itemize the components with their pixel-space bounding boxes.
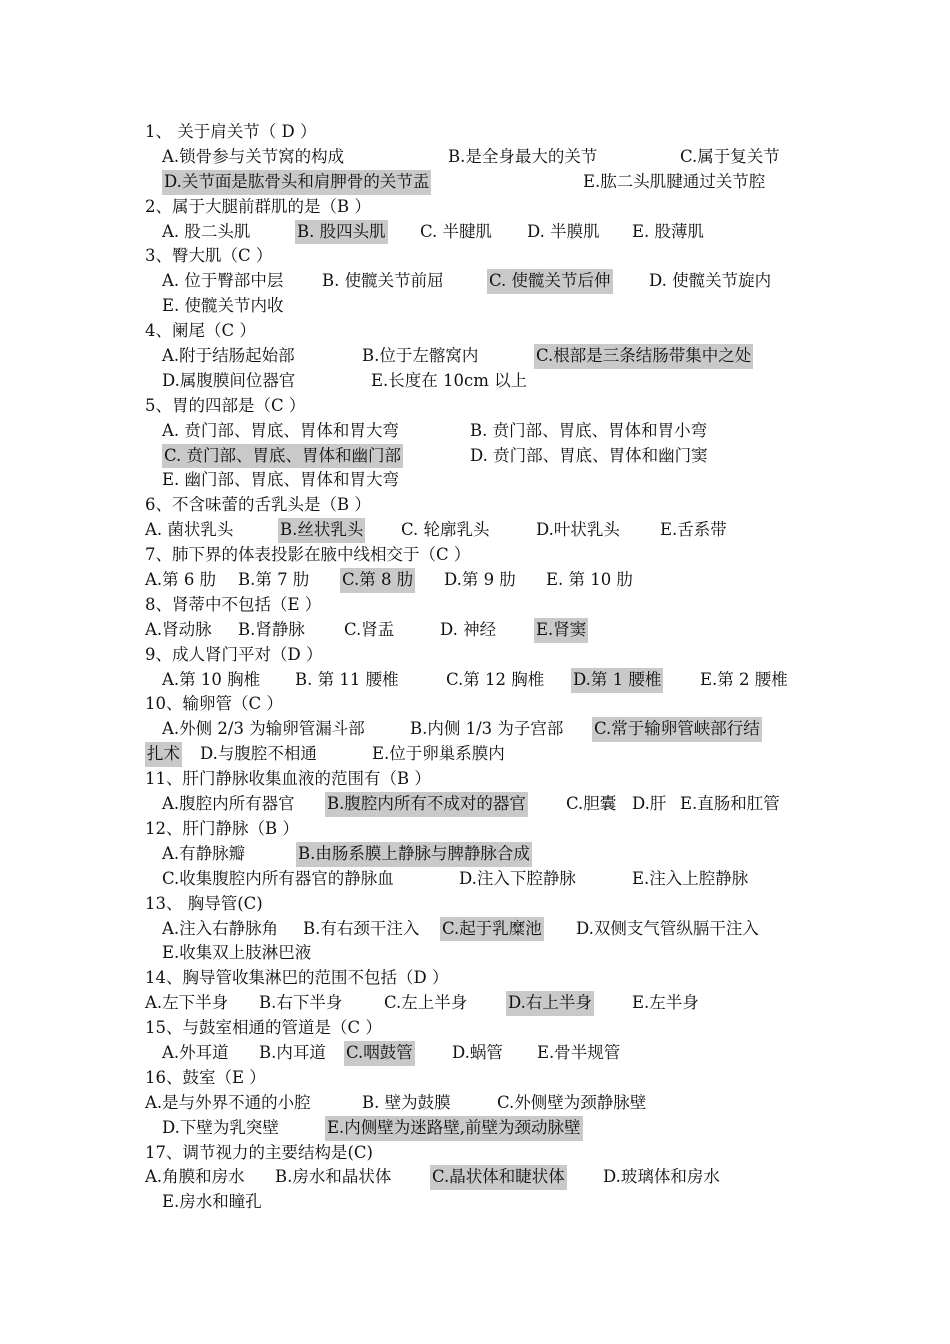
question-stem-line: [0, 692, 950, 717]
option-line: [0, 991, 950, 1016]
question-stem-line: [0, 1016, 950, 1041]
answer-option: B. 第 11 腰椎: [295, 669, 399, 689]
option-line: [0, 1116, 950, 1141]
highlighted-answer: D.第 1 腰椎: [571, 668, 663, 693]
question-text: 17、调节视力的主要结构是(C): [145, 1142, 373, 1162]
answer-option: D.第 9 肋: [444, 570, 516, 590]
answer-option: E.肱二头肌腱通过关节腔: [583, 171, 766, 191]
highlighted-answer: B.丝状乳头: [278, 518, 365, 543]
question-stem-line: [0, 319, 950, 344]
question-stem-line: [0, 394, 950, 419]
answer-option: B.有右颈干注入: [303, 918, 420, 938]
answer-option: E.舌系带: [660, 520, 727, 540]
question-stem-line: [0, 966, 950, 991]
answer-option: E. 幽门部、胃底、胃体和胃大弯: [162, 470, 400, 490]
answer-option: B.右下半身: [259, 993, 343, 1013]
answer-option: A.外耳道: [162, 1042, 229, 1062]
question-stem-line: [0, 195, 950, 220]
option-line: [0, 568, 950, 593]
answer-option: A.肾动脉: [145, 619, 212, 639]
answer-option: C.左上半身: [384, 993, 468, 1013]
highlighted-answer: B.腹腔内所有不成对的器官: [325, 792, 528, 817]
answer-option: C.收集腹腔内所有器官的静脉血: [162, 868, 394, 888]
question-stem-line: [0, 767, 950, 792]
answer-option: E. 第 10 肋: [546, 570, 634, 590]
answer-option: A.注入右静脉角: [162, 918, 279, 938]
highlighted-answer: C. 贲门部、胃底、胃体和幽门部: [162, 444, 403, 469]
highlighted-answer: C.第 8 肋: [340, 568, 415, 593]
answer-option: A. 贲门部、胃底、胃体和胃大弯: [162, 420, 399, 440]
option-line: [0, 842, 950, 867]
option-line: [0, 1190, 950, 1215]
option-line: [0, 1041, 950, 1066]
option-line: [0, 867, 950, 892]
option-line: [0, 618, 950, 643]
question-stem-line: [0, 493, 950, 518]
question-text: 2、属于大腿前群肌的是（B ）: [145, 196, 371, 216]
highlighted-answer: C. 使髋关节后伸: [487, 269, 613, 294]
question-text: 11、肝门静脉收集血液的范围有（B ）: [145, 769, 431, 789]
question-text: 7、肺下界的体表投影在腋中线相交于（C ）: [145, 545, 471, 565]
question-text: 15、与鼓室相通的管道是（C ）: [145, 1018, 382, 1038]
answer-option: A.锁骨参与关节窝的构成: [162, 146, 345, 166]
highlighted-answer: E.肾窦: [534, 618, 588, 643]
option-line: [0, 419, 950, 444]
answer-option: E.房水和瞳孔: [162, 1192, 262, 1212]
answer-option: E.左半身: [632, 993, 699, 1013]
option-line: [0, 917, 950, 942]
question-text: 5、胃的四部是（C ）: [145, 395, 306, 415]
question-text: 10、输卵管（C ）: [145, 694, 283, 714]
answer-option: D.蜗管: [452, 1042, 503, 1062]
question-text: 8、肾蒂中不包括（E ）: [145, 594, 322, 614]
answer-option: B.内侧 1/3 为子宫部: [410, 719, 564, 739]
answer-option: D.玻璃体和房水: [603, 1167, 720, 1187]
answer-option: E.长度在 10cm 以上: [371, 370, 528, 390]
answer-option: D.属腹膜间位器官: [162, 370, 296, 390]
highlighted-answer: D.右上半身: [506, 991, 594, 1016]
answer-option: E. 使髋关节内收: [162, 296, 284, 316]
question-stem-line: [0, 543, 950, 568]
answer-option: E.骨半规管: [537, 1042, 621, 1062]
question-text: 6、不含味蕾的舌乳头是（B ）: [145, 495, 371, 515]
answer-option: C.胆囊: [566, 794, 617, 814]
answer-option: D. 神经: [440, 619, 497, 639]
highlighted-answer: C.晶状体和睫状体: [430, 1165, 567, 1190]
answer-option: A.有静脉瓣: [162, 843, 246, 863]
answer-option: D.叶状乳头: [536, 520, 620, 540]
question-stem-line: [0, 817, 950, 842]
question-stem-line: [0, 244, 950, 269]
option-line: [0, 518, 950, 543]
answer-option: E. 股薄肌: [632, 221, 705, 241]
answer-option: A.角膜和房水: [145, 1167, 245, 1187]
answer-option: A.第 6 肋: [145, 570, 217, 590]
highlighted-answer: C.咽鼓管: [344, 1041, 415, 1066]
question-stem-line: [0, 892, 950, 917]
quiz-document: [0, 120, 950, 1215]
answer-option: E.位于卵巢系膜内: [372, 744, 505, 764]
highlighted-answer: D.关节面是肱骨头和肩胛骨的关节盂: [162, 170, 431, 195]
option-line: [0, 468, 950, 493]
answer-option: A.左下半身: [145, 993, 229, 1013]
answer-option: E.直肠和肛管: [680, 794, 780, 814]
answer-option: A.第 10 胸椎: [162, 669, 261, 689]
question-stem-line: [0, 1141, 950, 1166]
answer-option: B. 贲门部、胃底、胃体和胃小弯: [470, 420, 708, 440]
option-line: [0, 1091, 950, 1116]
option-line: [0, 145, 950, 170]
answer-option: C.第 12 胸椎: [446, 669, 545, 689]
option-line: [0, 170, 950, 195]
option-line: [0, 369, 950, 394]
answer-option: E.收集双上肢淋巴液: [162, 943, 312, 963]
answer-option: B.房水和晶状体: [275, 1167, 392, 1187]
highlighted-answer: E.内侧壁为迷路壁,前壁为颈动脉壁: [325, 1116, 583, 1141]
answer-option: E.注入上腔静脉: [632, 868, 749, 888]
answer-option: D.与腹腔不相通: [200, 744, 317, 764]
answer-option: A.附于结肠起始部: [162, 346, 295, 366]
answer-option: C.肾盂: [344, 619, 395, 639]
highlighted-answer: B. 股四头肌: [295, 220, 388, 245]
answer-option: D. 贲门部、胃底、胃体和幽门窦: [470, 445, 708, 465]
question-text: 1、 关于肩关节（ D ）: [145, 122, 317, 141]
answer-option: D.注入下腔静脉: [459, 868, 576, 888]
highlighted-answer: C.常于输卵管峡部行结: [592, 717, 762, 742]
question-stem-line: [0, 643, 950, 668]
answer-option: A. 位于臀部中层: [162, 271, 284, 291]
answer-option: D.肝: [632, 794, 667, 814]
question-text: 3、臀大肌（C ）: [145, 246, 273, 266]
option-line: [0, 294, 950, 319]
answer-option: D.双侧支气管纵膈干注入: [576, 918, 759, 938]
answer-option: D. 半膜肌: [527, 221, 600, 241]
option-line: [0, 941, 950, 966]
highlighted-answer: B.由肠系膜上静脉与脾静脉合成: [296, 842, 532, 867]
answer-option: C. 轮廓乳头: [401, 520, 490, 540]
question-text: 14、胸导管收集淋巴的范围不包括（D ）: [145, 968, 449, 988]
option-line: [0, 344, 950, 369]
answer-option: B.是全身最大的关节: [448, 146, 598, 166]
answer-option: A.外侧 2/3 为输卵管漏斗部: [162, 719, 365, 739]
question-text: 4、阑尾（C ）: [145, 321, 256, 341]
answer-option: D. 使髋关节旋内: [649, 271, 772, 291]
answer-option: A. 股二头肌: [162, 221, 251, 241]
option-line: [0, 1165, 950, 1190]
option-line: [0, 668, 950, 693]
option-line: [0, 792, 950, 817]
answer-option: A.是与外界不通的小腔: [145, 1092, 311, 1112]
answer-option: B.位于左髂窝内: [362, 346, 479, 366]
answer-option: A. 菌状乳头: [145, 520, 234, 540]
highlighted-answer: C.根部是三条结肠带集中之处: [534, 344, 753, 369]
highlighted-answer: 扎术: [145, 742, 182, 767]
question-stem-line: [0, 120, 950, 145]
option-line: [0, 742, 950, 767]
answer-option: C.外侧壁为颈静脉壁: [497, 1092, 647, 1112]
question-text: 9、成人肾门平对（D ）: [145, 644, 323, 664]
answer-option: D.下壁为乳突壁: [162, 1117, 279, 1137]
answer-option: C.属于复关节: [680, 146, 780, 166]
question-stem-line: [0, 1066, 950, 1091]
option-line: [0, 717, 950, 742]
highlighted-answer: C.起于乳糜池: [440, 917, 544, 942]
option-line: [0, 269, 950, 294]
option-line: [0, 444, 950, 469]
option-line: [0, 220, 950, 245]
answer-option: A.腹腔内所有器官: [162, 794, 295, 814]
question-text: 12、肝门静脉（B ）: [145, 818, 299, 838]
answer-option: B.内耳道: [259, 1042, 326, 1062]
question-stem-line: [0, 593, 950, 618]
answer-option: E.第 2 腰椎: [700, 669, 788, 689]
question-text: 13、 胸导管(C): [145, 893, 263, 913]
answer-option: B. 使髋关节前屈: [322, 271, 444, 291]
answer-option: B.肾静脉: [238, 619, 305, 639]
answer-option: B. 壁为鼓膜: [362, 1092, 451, 1112]
question-text: 16、鼓室（E ）: [145, 1067, 266, 1087]
answer-option: B.第 7 肋: [238, 570, 310, 590]
answer-option: C. 半腱肌: [420, 221, 493, 241]
